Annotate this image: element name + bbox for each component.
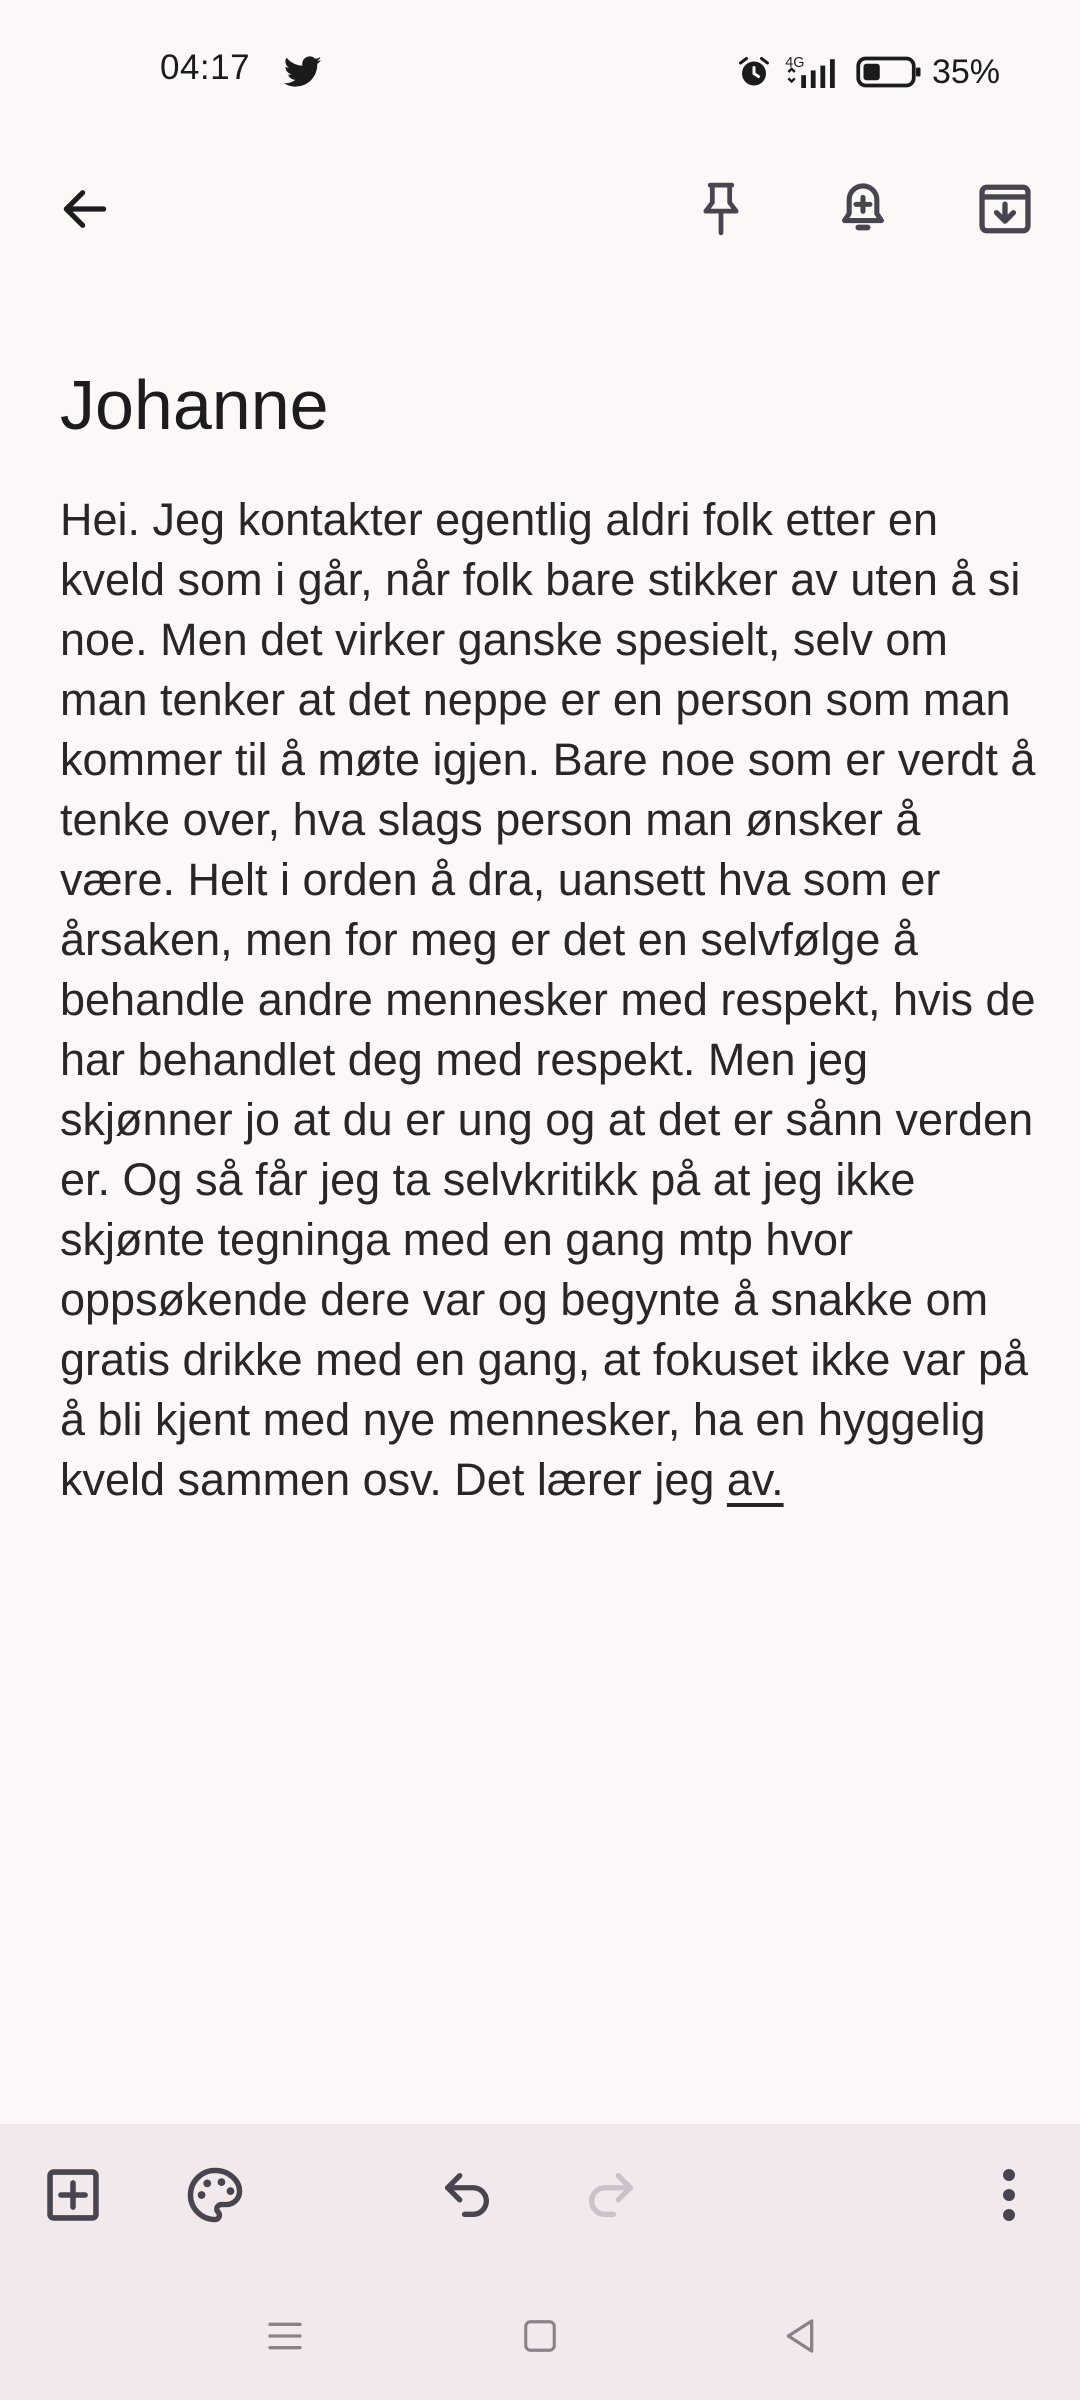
- pin-button[interactable]: [676, 164, 766, 254]
- reminder-button[interactable]: [818, 164, 908, 254]
- home-button[interactable]: [495, 2306, 585, 2366]
- home-square-icon: [521, 2317, 559, 2355]
- more-options-button[interactable]: [964, 2150, 1054, 2240]
- add-content-button[interactable]: [28, 2150, 118, 2240]
- top-app-bar: [0, 142, 1080, 262]
- note-body-last-word: av.: [726, 1454, 784, 1505]
- system-navigation-bar: [0, 2276, 1080, 2400]
- archive-button[interactable]: [960, 164, 1050, 254]
- back-triangle-icon: [780, 2316, 820, 2356]
- more-vert-icon: [999, 2165, 1019, 2225]
- network-type-label: 4G: [785, 55, 805, 72]
- recents-menu-icon: [265, 2316, 305, 2356]
- back-button[interactable]: [40, 164, 130, 254]
- redo-icon: [582, 2166, 640, 2224]
- alarm-icon: [736, 54, 772, 90]
- background-options-button[interactable]: [170, 2150, 260, 2240]
- note-body[interactable]: [60, 490, 1040, 1510]
- pin-icon: [695, 179, 747, 239]
- reminder-bell-icon: [835, 179, 891, 239]
- battery-icon: [856, 55, 922, 89]
- twitter-icon: [284, 56, 322, 88]
- back-arrow-icon: [57, 181, 113, 237]
- system-back-button[interactable]: [755, 2306, 845, 2366]
- palette-icon: [184, 2164, 246, 2226]
- undo-icon: [438, 2166, 496, 2224]
- redo-button[interactable]: [566, 2150, 656, 2240]
- status-indicators: [736, 48, 1000, 96]
- status-bar: [0, 0, 1080, 142]
- archive-icon: [976, 180, 1034, 238]
- note-title[interactable]: Johanne: [60, 366, 329, 444]
- add-box-icon: [44, 2166, 102, 2224]
- undo-button[interactable]: [422, 2150, 512, 2240]
- status-time: 04:17: [160, 48, 251, 87]
- battery-percentage: 35%: [931, 52, 1000, 91]
- note-body-text: Hei. Jeg kontakter egentlig aldri folk etter en kveld som i går, når folk bare stikker av uten å si noe. Men det virker ganske spesielt, selv om man tenker at det neppe er en person som man kommer til å møte igjen. Bare noe som er verdt å tenke over, hva slags person man ønsker å være. Helt i orden å dra, uansett hva som er årsaken, men for meg er det en selvfølge å behandle andre mennesker med respekt, hvis de har behandlet deg med respekt. Men jeg skjønner jo at du er ung og at det er sånn verden er. Og så får jeg ta selvkritikk på at jeg ikke skjønte tegninga med en gang mtp hvor oppsøkende dere var og begynte å snakke om gratis drikke med en gang, at fokuset ikke var på å bli kjent med nye mennesker, ha en hyggelig kveld sammen osv. Det lærer jeg: [60, 494, 1036, 1505]
- signal-icon: [782, 52, 846, 92]
- recents-button[interactable]: [240, 2306, 330, 2366]
